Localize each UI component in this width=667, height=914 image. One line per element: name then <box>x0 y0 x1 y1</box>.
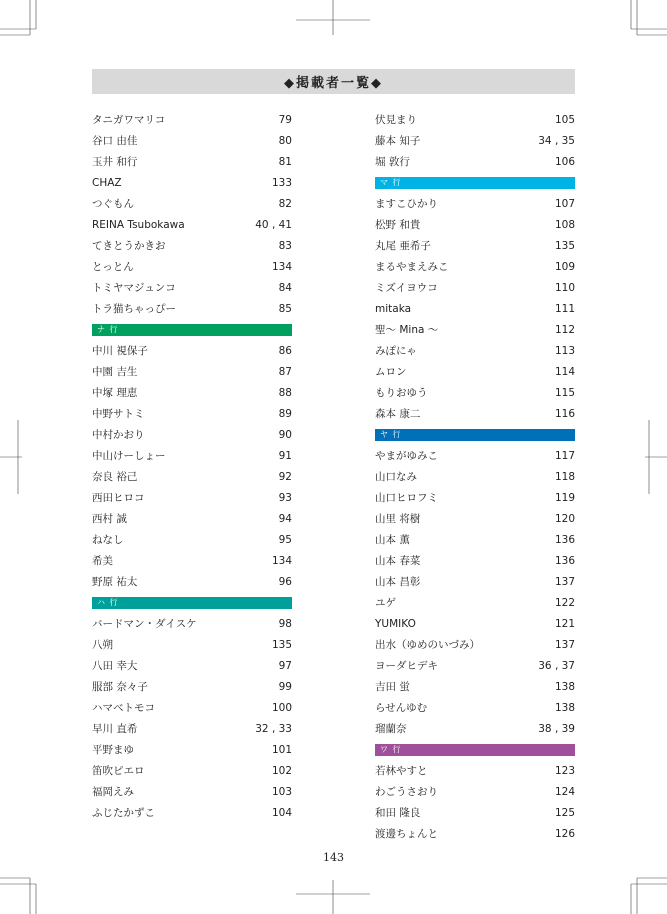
page-reference: 125 <box>554 806 575 819</box>
contributor-name: 中塚 理恵 <box>92 387 138 399</box>
index-entry <box>375 109 575 130</box>
page-reference: 90 <box>278 428 292 441</box>
contributor-name: バードマン・ダイスケ <box>92 618 197 630</box>
contributor-name: 服部 奈々子 <box>92 681 148 693</box>
page-reference: 134 <box>271 260 292 273</box>
index-entry <box>92 550 292 571</box>
contributor-name: 中山けーしょー <box>92 450 166 462</box>
page-reference: 95 <box>278 533 292 546</box>
index-column-right <box>375 109 575 844</box>
index-entry <box>92 193 292 214</box>
section-header <box>375 424 575 445</box>
contributor-name: 瑠蘭奈 <box>375 723 407 735</box>
page-reference: 85 <box>278 302 292 315</box>
section-label: マ 行 <box>375 177 575 189</box>
page-reference: 34 , 35 <box>538 134 575 147</box>
contributor-name: 笛吹ピエロ <box>92 765 145 777</box>
contributor-name: 中園 吉生 <box>92 366 138 378</box>
index-entry <box>375 823 575 844</box>
index-entry <box>375 634 575 655</box>
contributor-name: 吉田 蛍 <box>375 681 410 693</box>
index-entry <box>92 466 292 487</box>
page-reference: 84 <box>278 281 292 294</box>
index-entry <box>375 697 575 718</box>
contributor-name: 渡邊ちょんと <box>375 828 438 840</box>
contributor-name: もりおゆう <box>375 387 428 399</box>
index-entry <box>375 802 575 823</box>
index-entry <box>92 802 292 823</box>
index-entry <box>375 319 575 340</box>
index-entry <box>375 298 575 319</box>
section-label: ヤ 行 <box>375 429 575 441</box>
index-entry <box>375 718 575 739</box>
section-label: ナ 行 <box>92 324 292 336</box>
index-entry <box>375 781 575 802</box>
index-entry <box>375 193 575 214</box>
contributor-name: つぐもん <box>92 198 134 210</box>
page-reference: 93 <box>278 491 292 504</box>
page-reference: 111 <box>554 302 575 315</box>
contributor-name: 中村かおり <box>92 429 145 441</box>
contributor-name: 出水（ゆめのいづみ） <box>375 639 480 651</box>
contributor-name: ヨーダヒデキ <box>375 660 438 672</box>
index-entry <box>375 529 575 550</box>
page-reference: 126 <box>554 827 575 840</box>
section-label: ワ 行 <box>375 744 575 756</box>
contributor-name: REINA Tsubokawa <box>92 218 185 231</box>
contributor-name: 福岡えみ <box>92 786 134 798</box>
index-entry <box>375 382 575 403</box>
index-entry <box>375 550 575 571</box>
page-reference: 83 <box>278 239 292 252</box>
contributor-name: 平野まゆ <box>92 744 134 756</box>
page-reference: 136 <box>554 554 575 567</box>
index-entry <box>375 130 575 151</box>
page-reference: 38 , 39 <box>538 722 575 735</box>
index-entry <box>375 466 575 487</box>
contributor-name: 中川 視保子 <box>92 345 148 357</box>
contributor-name: 和田 隆良 <box>375 807 421 819</box>
contributor-name: らせんゆむ <box>375 702 428 714</box>
contributor-name: 奈良 裕己 <box>92 471 138 483</box>
page-reference: 138 <box>554 680 575 693</box>
page-reference: 117 <box>554 449 575 462</box>
page-reference: 135 <box>271 638 292 651</box>
contributor-name: 伏見まり <box>375 114 417 126</box>
page-reference: 79 <box>278 113 292 126</box>
contributor-name: 藤本 知子 <box>375 135 421 147</box>
page-reference: 120 <box>554 512 575 525</box>
page-reference: 102 <box>271 764 292 777</box>
index-entry <box>92 655 292 676</box>
page-reference: 123 <box>554 764 575 777</box>
section-header <box>375 172 575 193</box>
contributor-name: ねなし <box>92 534 124 546</box>
index-entry <box>92 676 292 697</box>
contributor-name: てきとうかきお <box>92 240 166 252</box>
contributor-name: 丸尾 亜希子 <box>375 240 431 252</box>
index-entry <box>92 739 292 760</box>
index-entry <box>92 277 292 298</box>
contributor-name: みぽにゃ <box>375 345 417 357</box>
contributor-name: 松野 和貴 <box>375 219 421 231</box>
page-reference: 136 <box>554 533 575 546</box>
page-reference: 121 <box>554 617 575 630</box>
contributor-name: ふじたかずこ <box>92 807 155 819</box>
index-entry <box>375 235 575 256</box>
page-title: ◆掲載者一覧◆ <box>92 69 575 94</box>
contributor-name: トラ猫ちゃっぴー <box>92 303 176 315</box>
index-entry <box>375 277 575 298</box>
contributor-name: 山本 昌彰 <box>375 576 421 588</box>
page-reference: 82 <box>278 197 292 210</box>
contributor-name: まるやまえみこ <box>375 261 449 273</box>
index-entry <box>92 109 292 130</box>
page-reference: 98 <box>278 617 292 630</box>
index-entry <box>375 403 575 424</box>
page-reference: 108 <box>554 218 575 231</box>
page-reference: 88 <box>278 386 292 399</box>
page-reference: 115 <box>554 386 575 399</box>
page-reference: 110 <box>554 281 575 294</box>
index-entry <box>92 382 292 403</box>
contributor-name: 山口なみ <box>375 471 417 483</box>
page-reference: 89 <box>278 407 292 420</box>
contributor-name: 八朔 <box>92 639 113 651</box>
page-reference: 96 <box>278 575 292 588</box>
contributor-name: とっとん <box>92 261 134 273</box>
contributor-name: 野原 祐太 <box>92 576 138 588</box>
page-reference: 109 <box>554 260 575 273</box>
contributor-name: 中野サトミ <box>92 408 145 420</box>
contributor-name: ハマベトモコ <box>92 702 155 714</box>
contributor-name: 西田ヒロコ <box>92 492 145 504</box>
section-header <box>92 592 292 613</box>
page-reference: 97 <box>278 659 292 672</box>
contributor-name: ミズイヨウコ <box>375 282 438 294</box>
index-entry <box>92 697 292 718</box>
contributor-name: 若林やすと <box>375 765 428 777</box>
page-reference: 107 <box>554 197 575 210</box>
index-entry <box>92 445 292 466</box>
index-entry <box>92 340 292 361</box>
page-reference: 94 <box>278 512 292 525</box>
page-reference: 80 <box>278 134 292 147</box>
page-reference: 99 <box>278 680 292 693</box>
index-entry <box>92 508 292 529</box>
index-entry <box>375 760 575 781</box>
contributor-name: ますこひかり <box>375 198 438 210</box>
section-label: ハ 行 <box>92 597 292 609</box>
section-header <box>375 739 575 760</box>
contributor-name: 聖～ Mina ～ <box>375 324 439 336</box>
index-entry <box>92 613 292 634</box>
contributor-name: 森本 康二 <box>375 408 421 420</box>
contributor-name: ユゲ <box>375 597 396 609</box>
page-reference: 91 <box>278 449 292 462</box>
contributor-name: 早川 直希 <box>92 723 138 735</box>
index-entry <box>92 130 292 151</box>
page-reference: 87 <box>278 365 292 378</box>
page-reference: 119 <box>554 491 575 504</box>
contributor-name: CHAZ <box>92 176 122 189</box>
page-reference: 103 <box>271 785 292 798</box>
section-header <box>92 319 292 340</box>
contributor-name: やまがゆみこ <box>375 450 438 462</box>
page-reference: 104 <box>271 806 292 819</box>
page-reference: 101 <box>271 743 292 756</box>
page-number: 143 <box>323 851 344 864</box>
page-reference: 124 <box>554 785 575 798</box>
contributor-name: 堀 敦行 <box>375 156 410 168</box>
page-reference: 81 <box>278 155 292 168</box>
index-entry <box>92 172 292 193</box>
index-entry <box>92 718 292 739</box>
page-reference: 40 , 41 <box>255 218 292 231</box>
page-reference: 106 <box>554 155 575 168</box>
page-reference: 36 , 37 <box>538 659 575 672</box>
page-reference: 105 <box>554 113 575 126</box>
index-entry <box>92 571 292 592</box>
index-entry <box>92 235 292 256</box>
index-entry <box>92 151 292 172</box>
index-entry <box>92 487 292 508</box>
index-entry <box>375 676 575 697</box>
page-reference: 32 , 33 <box>255 722 292 735</box>
index-entry <box>375 655 575 676</box>
index-entry <box>92 529 292 550</box>
index-entry <box>92 298 292 319</box>
page-reference: 133 <box>271 176 292 189</box>
index-entry <box>92 781 292 802</box>
page-reference: 135 <box>554 239 575 252</box>
page-reference: 112 <box>554 323 575 336</box>
index-entry <box>375 214 575 235</box>
contributor-name: トミヤマジュンコ <box>92 282 176 294</box>
page-reference: 122 <box>554 596 575 609</box>
contributor-name: ムロン <box>375 366 407 378</box>
index-entry <box>375 256 575 277</box>
contributor-name: 谷口 由佳 <box>92 135 138 147</box>
index-entry <box>92 403 292 424</box>
page-reference: 114 <box>554 365 575 378</box>
contributor-name: わごうさおり <box>375 786 438 798</box>
contributor-name: YUMIKO <box>375 617 416 630</box>
page-reference: 137 <box>554 638 575 651</box>
contributor-name: 山本 春菜 <box>375 555 421 567</box>
contributor-name: 山里 将樹 <box>375 513 421 525</box>
index-entry <box>92 634 292 655</box>
contributor-name: 玉井 和行 <box>92 156 138 168</box>
page-reference: 86 <box>278 344 292 357</box>
index-entry <box>92 361 292 382</box>
page-reference: 137 <box>554 575 575 588</box>
contributor-name: 山口ヒロフミ <box>375 492 438 504</box>
index-entry <box>375 487 575 508</box>
index-entry <box>375 571 575 592</box>
page-reference: 118 <box>554 470 575 483</box>
contributor-name: タニガワマリコ <box>92 114 166 126</box>
page-reference: 92 <box>278 470 292 483</box>
index-entry <box>375 445 575 466</box>
index-entry <box>92 256 292 277</box>
index-column-left <box>92 109 292 823</box>
index-entry <box>92 760 292 781</box>
contributor-name: 希美 <box>92 555 113 567</box>
index-entry <box>375 340 575 361</box>
index-entry <box>375 151 575 172</box>
page-reference: 138 <box>554 701 575 714</box>
contributor-name: 山本 薫 <box>375 534 410 546</box>
contributor-name: 八田 幸大 <box>92 660 138 672</box>
page-reference: 116 <box>554 407 575 420</box>
contributor-name: 西村 誠 <box>92 513 127 525</box>
index-entry <box>92 424 292 445</box>
index-entry <box>92 214 292 235</box>
index-entry <box>375 613 575 634</box>
contributor-name: mitaka <box>375 302 412 315</box>
page-reference: 134 <box>271 554 292 567</box>
page-reference: 113 <box>554 344 575 357</box>
page-reference: 100 <box>271 701 292 714</box>
index-entry <box>375 361 575 382</box>
index-entry <box>375 592 575 613</box>
index-entry <box>375 508 575 529</box>
